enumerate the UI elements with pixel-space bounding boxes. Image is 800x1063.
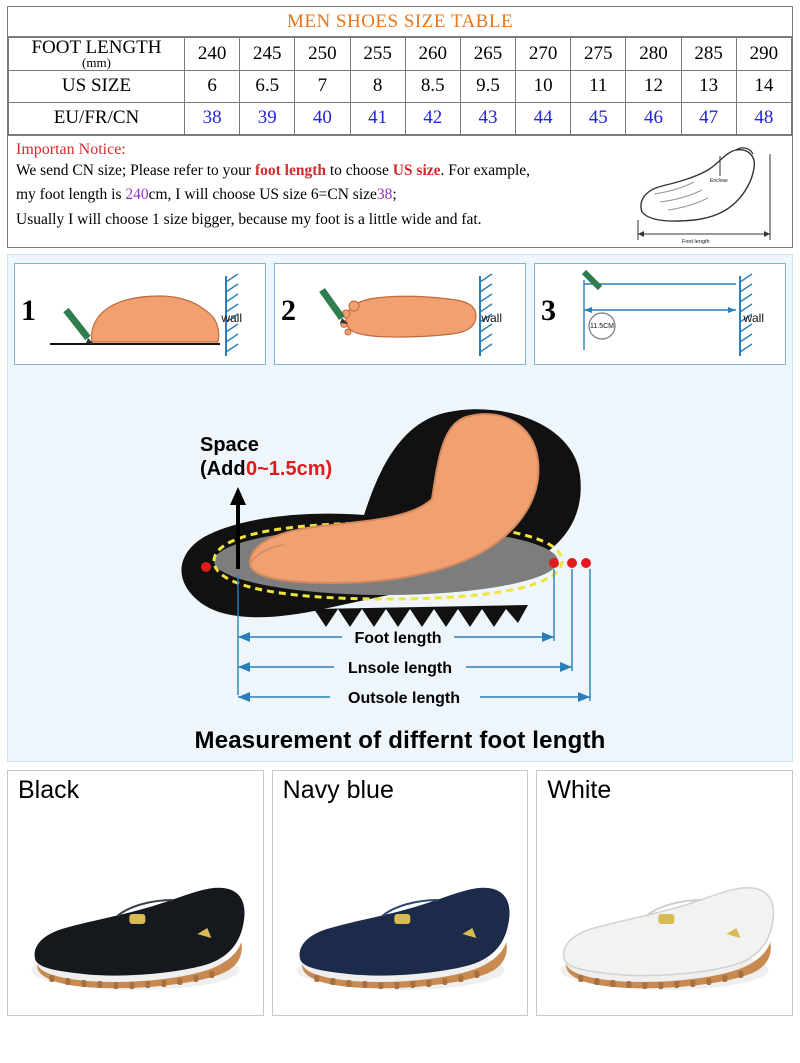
cell: 240 (185, 38, 240, 71)
foot-length-diagram-illustration-icon (14, 365, 786, 725)
cell: 42 (405, 102, 460, 134)
wall-label: wall (743, 310, 764, 325)
step-card-2 (274, 263, 526, 365)
cell: 8.5 (405, 70, 460, 102)
cell: 245 (240, 38, 295, 71)
cell: 38 (185, 102, 240, 134)
color-label: Black (18, 775, 80, 804)
loafer-shoe-icon (537, 842, 792, 1007)
cell: 41 (350, 102, 405, 134)
notice-text: cm, I will choose US size 6=CN size (148, 186, 377, 204)
foot-length-label: Foot length (682, 238, 710, 245)
color-label: White (547, 775, 612, 804)
cell: 270 (516, 38, 571, 71)
cell: 12 (626, 70, 681, 102)
foot-length-label: Foot length (354, 629, 442, 647)
cell: 14 (736, 70, 791, 102)
step-1-illustration-icon (15, 264, 265, 366)
cell: 39 (240, 102, 295, 134)
color-card-black[interactable] (7, 770, 264, 1016)
shoe-image-navy-blue (273, 842, 528, 1007)
shoe-image-white (537, 842, 792, 1007)
notice-title: Importan Notice: (16, 140, 126, 158)
cell: 6 (185, 70, 240, 102)
wall-label: wall (221, 310, 242, 325)
color-variants (7, 770, 793, 1016)
cell: 280 (626, 38, 681, 71)
cell: 290 (736, 38, 791, 71)
cell: 8 (350, 70, 405, 102)
cell: 285 (681, 38, 736, 71)
space-label-add: (Add (200, 457, 246, 480)
notice-text: ; (392, 186, 397, 204)
table-row (9, 102, 792, 134)
size-table-block (7, 6, 793, 248)
foot-measure-diagram-icon (624, 142, 784, 246)
notice-emphasis-38: 38 (376, 186, 393, 204)
cell: 44 (516, 102, 571, 134)
wall-label: wall (481, 310, 502, 325)
row-header-foot-length (9, 38, 185, 71)
cell: 46 (626, 102, 681, 134)
step-3-illustration-icon (535, 264, 785, 366)
notice-text: We send CN size; Please refer to your (16, 161, 255, 179)
steps-row (14, 263, 786, 365)
cell: 48 (736, 102, 791, 134)
step-2-illustration-icon (275, 264, 525, 366)
step-number: 3 (541, 293, 556, 327)
loafer-shoe-icon (273, 842, 528, 1007)
measure-value: 11.5CM (590, 322, 614, 330)
outsole-length-label: Outsole length (348, 689, 460, 707)
cell: 9.5 (460, 70, 515, 102)
cell: 13 (681, 70, 736, 102)
row-header-eu-size (9, 102, 185, 134)
diagram-caption: Measurement of differnt foot length (194, 726, 606, 754)
row-header-sub: (mm) (82, 54, 111, 70)
notice-line-3: Usually I will choose 1 size bigger, because my foot is a little wide and fat. (16, 211, 482, 229)
notice-emphasis-us-size: US size (392, 161, 441, 179)
cell: 10 (516, 70, 571, 102)
insole-length-label: Lnsole length (348, 659, 452, 677)
cell: 265 (460, 38, 515, 71)
notice-emphasis-foot-length: foot length (254, 161, 326, 179)
table-row (9, 38, 792, 71)
cell: 11 (571, 70, 626, 102)
color-card-navy-blue[interactable] (272, 770, 529, 1016)
row-header-label: US SIZE (61, 75, 132, 97)
table-row (9, 70, 792, 102)
size-table (8, 37, 792, 135)
cell: 43 (460, 102, 515, 134)
step-number: 1 (21, 293, 36, 327)
size-table-title: MEN SHOES SIZE TABLE (8, 7, 792, 37)
row-header-label: FOOT LENGTH (31, 37, 162, 58)
cell: 45 (571, 102, 626, 134)
step-card-3 (534, 263, 786, 365)
cell: 255 (350, 38, 405, 71)
cell: 40 (295, 102, 350, 134)
page-root (0, 6, 800, 1063)
cell: 250 (295, 38, 350, 71)
color-label: Navy blue (282, 775, 394, 804)
cell: 47 (681, 102, 736, 134)
measurement-guide-panel (7, 254, 793, 762)
step-number: 2 (281, 293, 296, 327)
space-label-line1: Space (200, 433, 259, 456)
color-card-white[interactable] (536, 770, 793, 1016)
row-header-label: EU/FR/CN (53, 107, 140, 129)
space-label-range: 0~1.5cm) (246, 457, 333, 480)
step-card-1 (14, 263, 266, 365)
cell: 260 (405, 38, 460, 71)
cell: 275 (571, 38, 626, 71)
loafer-shoe-icon (8, 842, 263, 1007)
notice-text: . For example, (440, 161, 531, 179)
notice-emphasis-240: 240 (125, 186, 149, 204)
cell: 6.5 (240, 70, 295, 102)
shoe-image-black (8, 842, 263, 1007)
cell: 7 (295, 70, 350, 102)
foot-length-diagram (14, 365, 786, 725)
notice-text: my foot length is (16, 186, 126, 204)
row-header-us-size (9, 70, 185, 102)
important-notice (8, 135, 792, 247)
notice-text: to choose (325, 161, 393, 179)
enclose-label: Enclose (710, 177, 728, 184)
